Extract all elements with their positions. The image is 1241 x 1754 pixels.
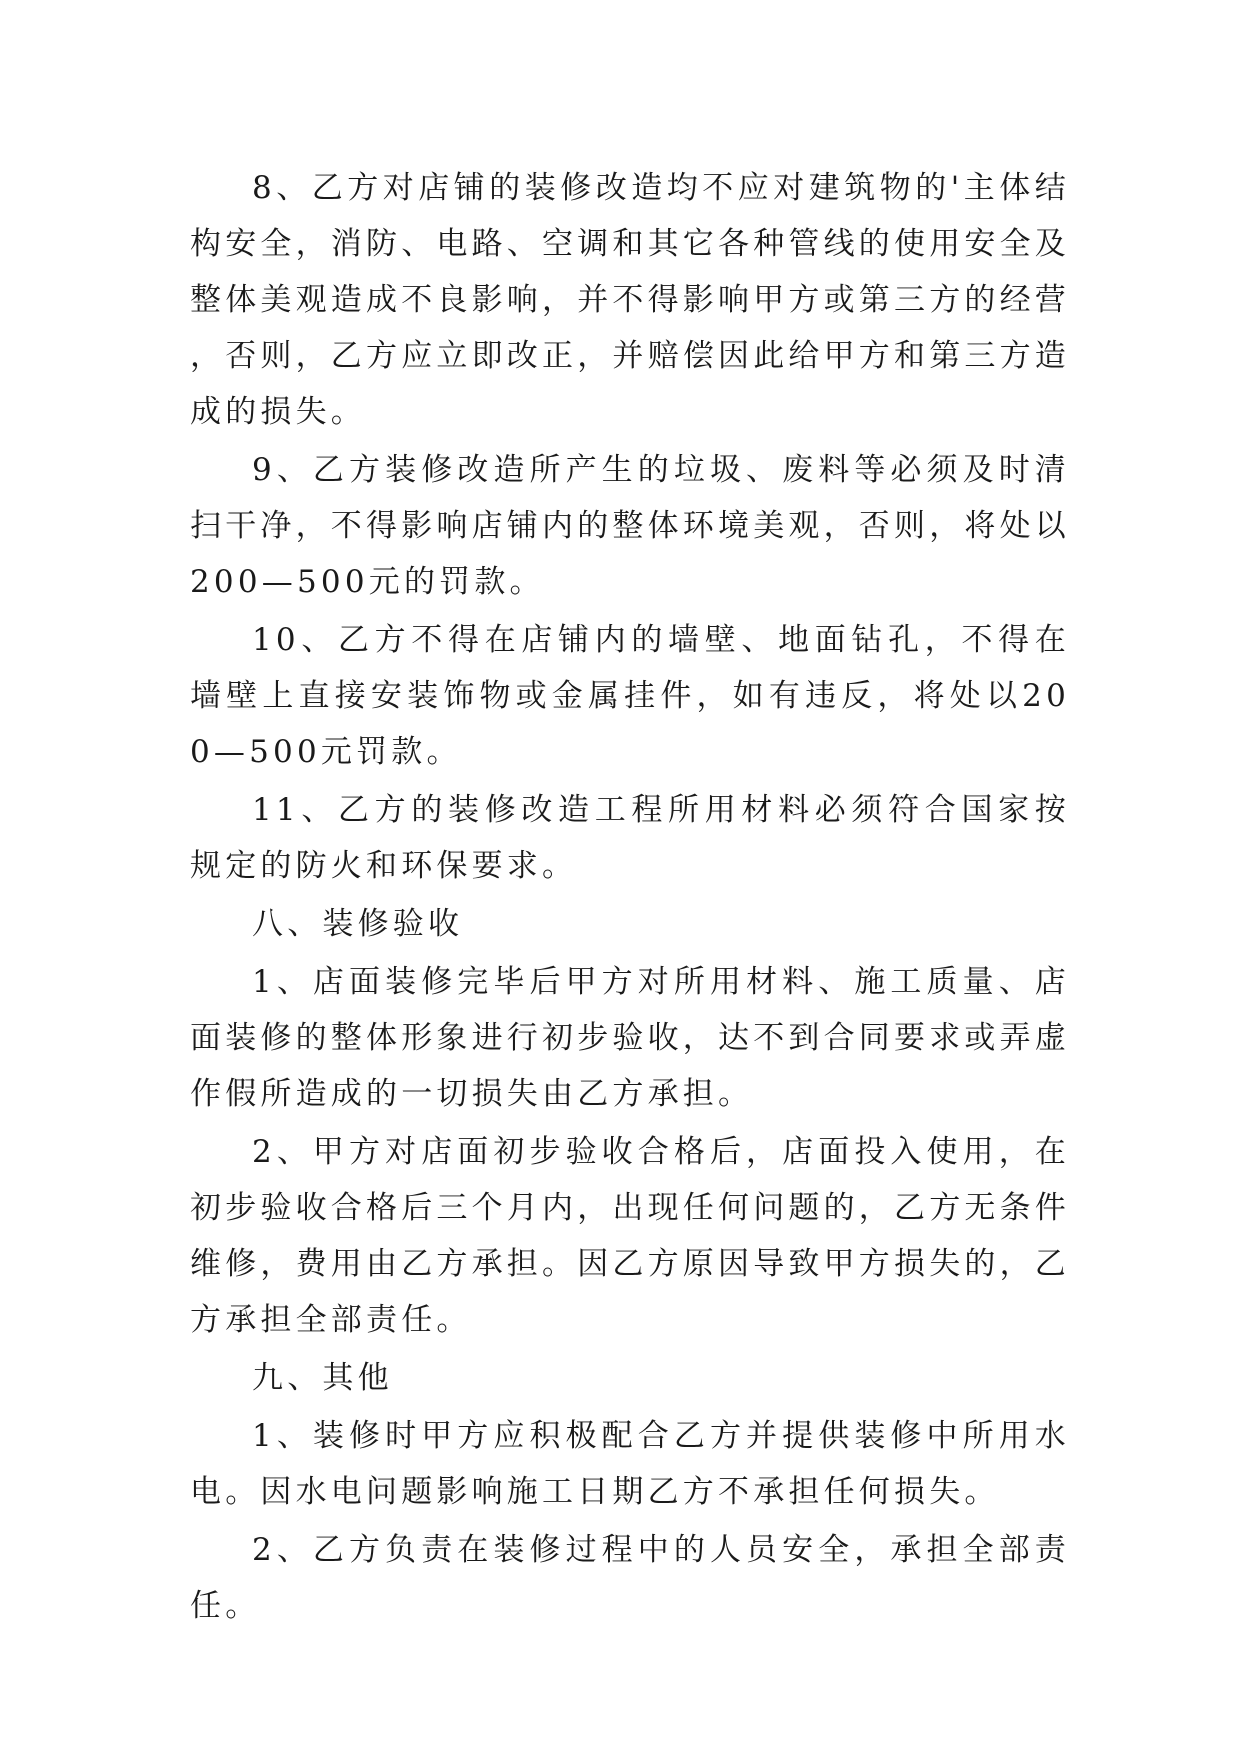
other-clause-2-paragraph: 2、乙方负责在装修过程中的人员安全，承担全部责任。 (190, 1532, 1070, 1624)
acceptance-clause-1-paragraph: 1、店面装修完毕后甲方对所用材料、施工质量、店面装修的整体形象进行初步验收，达不到合同要求或弄虚作假所造成的一切损失由乙方承担。 (190, 964, 1070, 1112)
clause-8-paragraph: 8、乙方对店铺的装修改造均不应对建筑物的'主体结构安全，消防、电路、空调和其它各种管线的使用安全及整体美观造成不良影响，并不得影响甲方或第三方的经营，否则，乙方应立即改正，并赔偿因此给甲方和第三方造成的损失。 (190, 170, 1070, 430)
section-heading-acceptance: 八、装修验收 (252, 906, 464, 942)
other-clause-1-paragraph: 1、装修时甲方应积极配合乙方并提供装修中所用水电。因水电问题影响施工日期乙方不承担任何损失。 (190, 1418, 1070, 1510)
clause-9-paragraph: 9、乙方装修改造所产生的垃圾、废料等必须及时清扫干净，不得影响店铺内的整体环境美观，否则，将处以200—500元的罚款。 (190, 452, 1070, 600)
section-heading-other: 九、其他 (252, 1360, 393, 1396)
clause-10-paragraph: 10、乙方不得在店铺内的墙壁、地面钻孔，不得在墙壁上直接安装饰物或金属挂件，如有违反，将处以200—500元罚款。 (190, 622, 1070, 770)
acceptance-clause-2-paragraph: 2、甲方对店面初步验收合格后，店面投入使用，在初步验收合格后三个月内，出现任何问题的，乙方无条件维修，费用由乙方承担。因乙方原因导致甲方损失的，乙方承担全部责任。 (190, 1134, 1070, 1338)
document-page (190, 160, 1070, 1636)
clause-11-paragraph: 11、乙方的装修改造工程所用材料必须符合国家按规定的防火和环保要求。 (190, 792, 1070, 884)
